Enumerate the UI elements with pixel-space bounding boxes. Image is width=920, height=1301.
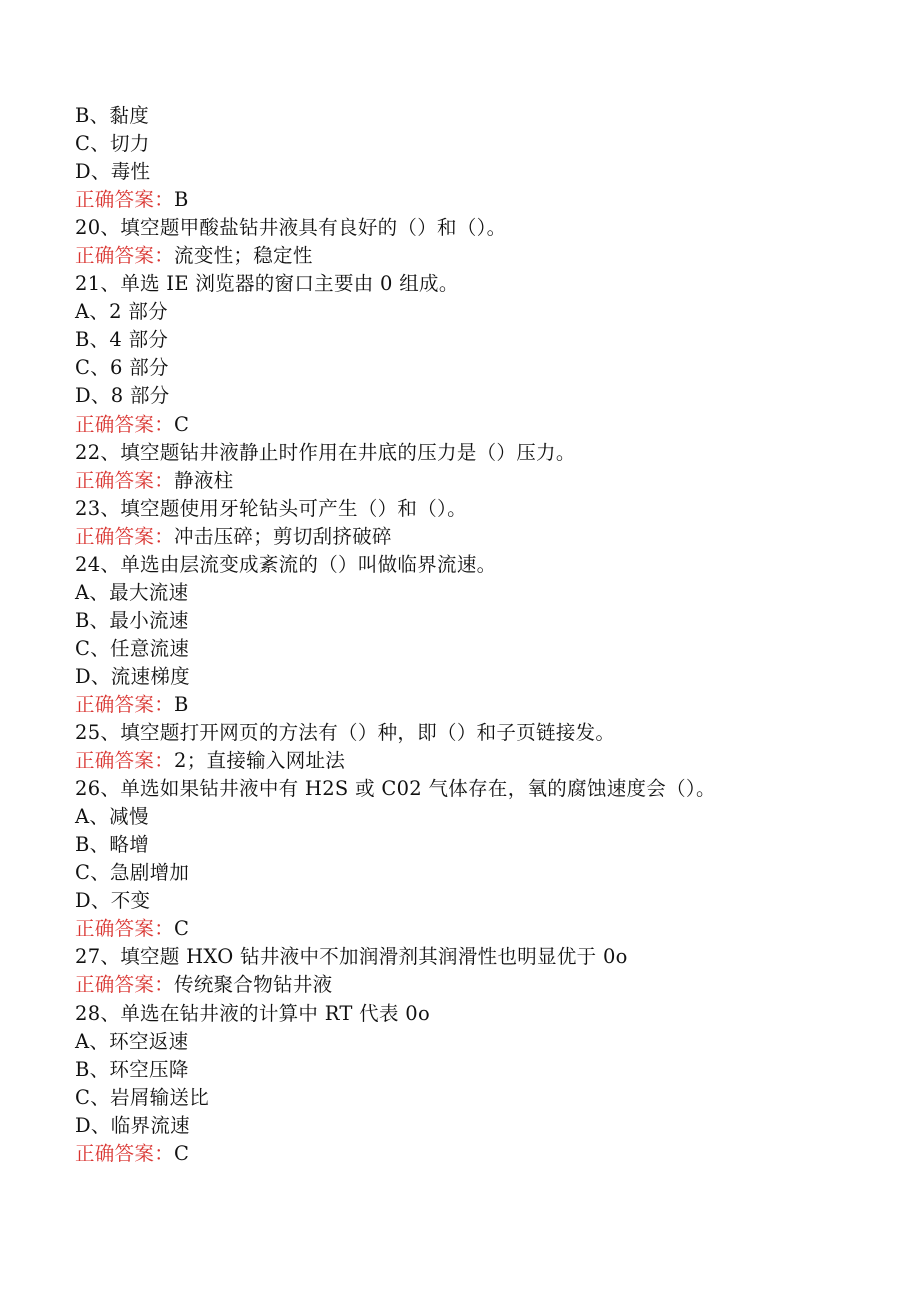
answer-value: 静液柱 — [174, 468, 234, 492]
option-line: C、任意流速 — [75, 636, 190, 660]
answer-label: 正确答案： — [75, 749, 175, 773]
option-line: C、切力 — [75, 132, 150, 156]
question-line: 21、单选 IE 浏览器的窗口主要由 0 组成。 — [75, 272, 459, 296]
option-line: D、流速梯度 — [75, 664, 190, 688]
question-line: 24、单选由层流变成紊流的（）叫做临界流速。 — [75, 552, 497, 576]
answer-value: 流变性；稳定性 — [174, 244, 313, 268]
answer-value: B — [174, 692, 189, 716]
answer-line — [75, 186, 895, 214]
answer-value: C — [174, 917, 190, 941]
option-line: B、最小流速 — [75, 608, 189, 632]
option-line: B、黏度 — [75, 104, 150, 127]
option-line: D、不变 — [75, 889, 151, 913]
answer-line — [75, 915, 895, 943]
answer-label: 正确答案： — [75, 973, 175, 997]
answer-label: 正确答案： — [75, 692, 175, 716]
answer-label: 正确答案： — [75, 412, 175, 436]
option-line: C、6 部分 — [75, 356, 169, 380]
option-line: A、环空返速 — [75, 1029, 189, 1053]
question-line: 22、填空题钻井液静止时作用在井底的压力是（）压力。 — [75, 440, 576, 464]
answer-value: C — [174, 1141, 190, 1165]
answer-label: 正确答案： — [75, 468, 175, 492]
option-line: C、急剧增加 — [75, 861, 190, 885]
answer-value: 2；直接输入网址法 — [174, 749, 346, 773]
option-line: A、减慢 — [75, 805, 149, 829]
answer-value: B — [174, 188, 189, 212]
document-page — [75, 102, 895, 1168]
option-line: D、8 部分 — [75, 384, 170, 408]
answer-line — [75, 1140, 895, 1168]
answer-line — [75, 523, 895, 551]
answer-label: 正确答案： — [75, 244, 175, 268]
answer-line — [75, 971, 895, 999]
option-line: D、毒性 — [75, 160, 151, 184]
answer-label: 正确答案： — [75, 524, 175, 548]
question-line: 27、填空题 HXO 钻井液中不加润滑剂其润滑性也明显优于 0o — [75, 945, 628, 969]
question-line: 28、单选在钻井液的计算中 RT 代表 0o — [75, 1001, 431, 1025]
option-line: D、临界流速 — [75, 1113, 190, 1137]
question-line: 23、填空题使用牙轮钻头可产生（）和（）。 — [75, 496, 467, 520]
option-line: A、2 部分 — [75, 300, 168, 324]
question-line: 20、填空题甲酸盐钻井液具有良好的（）和（）。 — [75, 216, 507, 240]
answer-line — [75, 747, 895, 775]
answer-value: 冲击压碎；剪切刮挤破碎 — [174, 524, 392, 548]
option-line: A、最大流速 — [75, 580, 189, 604]
answer-label: 正确答案： — [75, 188, 175, 212]
option-line: C、岩屑输送比 — [75, 1085, 210, 1109]
question-line: 25、填空题打开网页的方法有（）种，即（）和子页链接发。 — [75, 721, 616, 745]
answer-value: 传统聚合物钻井液 — [174, 973, 333, 997]
answer-label: 正确答案： — [75, 917, 175, 941]
answer-label: 正确答案： — [75, 1141, 175, 1165]
answer-value: C — [174, 412, 190, 436]
option-line: B、环空压降 — [75, 1057, 189, 1081]
question-line: 26、单选如果钻井液中有 H2S 或 C02 气体存在，氧的腐蚀速度会（）。 — [75, 777, 716, 801]
answer-line — [75, 691, 895, 719]
answer-line — [75, 242, 895, 270]
answer-line — [75, 411, 895, 439]
option-line: B、4 部分 — [75, 328, 169, 352]
option-line: B、略增 — [75, 833, 150, 857]
answer-line — [75, 467, 895, 495]
